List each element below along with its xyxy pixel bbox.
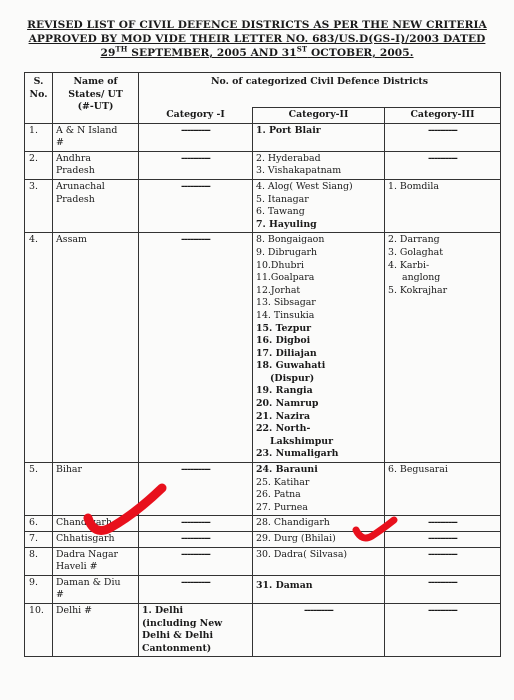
header-row <box>25 73 501 108</box>
row-sno: 2. <box>25 151 53 179</box>
cat3-cell: 1. Bomdila <box>385 179 501 232</box>
table-row <box>25 179 501 232</box>
heading-line-1: REVISED LIST OF CIVIL DEFENCE DISTRICTS AS PER THE NEW CRITERIA <box>27 19 487 31</box>
row-sno: 6. <box>25 516 53 532</box>
cat2-cell: 31. Daman <box>253 575 385 603</box>
row-sno: 9. <box>25 575 53 603</box>
cat3-cell: ---------- <box>385 516 501 532</box>
row-sno: 8. <box>25 547 53 575</box>
row-sno: 10. <box>25 603 53 656</box>
heading-line-3: 29TH SEPTEMBER, 2005 AND 31ST OCTOBER, 2005. <box>100 44 414 59</box>
cat1-header: Category -I <box>139 108 253 124</box>
cat3-cell: ---------- <box>385 151 501 179</box>
cat3-header: Category-III <box>385 108 501 124</box>
cat3-cell: ---------- <box>385 532 501 548</box>
cat2-header: Category-II <box>253 108 385 124</box>
cat2-cell: 28. Chandigarh <box>253 516 385 532</box>
col-group-header: No. of categorized Civil Defence Districts <box>139 73 501 108</box>
table-row <box>25 123 501 151</box>
cat3-cell: ---------- <box>385 547 501 575</box>
cat3-cell: ---------- <box>385 123 501 151</box>
cat2-cell: 29. Durg (Bhilai) <box>253 532 385 548</box>
row-state: Assam <box>53 233 139 463</box>
cat1-cell: ---------- <box>139 123 253 151</box>
row-state: Andhra Pradesh <box>53 151 139 179</box>
table-row <box>25 603 501 656</box>
cat2-cell: 8. Bongaigaon 9. Dibrugarh 10.Dhubri 11.Goalpara 12.Jorhat 13. Sibsagar 14. Tinsukia 15. Tezpur 16. Digboi 17. Diliajan 18. Guwahati (Dispur) 19. Rangia 20. Namrup 21. Nazira 22. North- Lakshimpur 23. Numaligarh <box>253 233 385 463</box>
cat1-cell: ---------- <box>139 516 253 532</box>
col-state-header: Name of States/ UT (#-UT) <box>53 73 139 124</box>
cat1-cell: ---------- <box>139 151 253 179</box>
districts-table <box>24 72 501 657</box>
cat2-cell: 30. Dadra( Silvasa) <box>253 547 385 575</box>
cat2-cell: 1. Port Blair <box>253 123 385 151</box>
cat2-cell: ---------- <box>253 603 385 656</box>
table-row <box>25 233 501 463</box>
cat1-cell: ---------- <box>139 233 253 463</box>
row-state: Bihar <box>53 463 139 516</box>
red-tick-mark-right <box>350 510 400 546</box>
table-row <box>25 151 501 179</box>
col-sno-header: S. No. <box>25 73 53 124</box>
cat1-cell: ---------- <box>139 463 253 516</box>
cat1-cell: ---------- <box>139 547 253 575</box>
cat1-cell: ---------- <box>139 179 253 232</box>
cat3-cell: 2. Darrang 3. Golaghat 4. Karbi- anglong 5. Kokrajhar <box>385 233 501 463</box>
row-sno: 1. <box>25 123 53 151</box>
cat2-cell: 24. Barauni 25. Katihar 26. Patna 27. Purnea <box>253 463 385 516</box>
row-sno: 5. <box>25 463 53 516</box>
table-row <box>25 575 501 603</box>
cat1-cell: ---------- <box>139 532 253 548</box>
row-sno: 4. <box>25 233 53 463</box>
cat3-cell: ---------- <box>385 575 501 603</box>
row-sno: 3. <box>25 179 53 232</box>
cat3-cell: ---------- <box>385 603 501 656</box>
cat2-cell: 2. Hyderabad 3. Vishakapatnam <box>253 151 385 179</box>
row-state: Arunachal Pradesh <box>53 179 139 232</box>
row-state: Daman & Diu # <box>53 575 139 603</box>
row-state: Chhatisgarh <box>53 532 139 548</box>
cat1-cell: ---------- <box>139 575 253 603</box>
row-sno: 7. <box>25 532 53 548</box>
row-state: Chandigarh # <box>53 516 139 532</box>
row-state: A & N Island # <box>53 123 139 151</box>
cat2-cell: 4. Alog( West Siang) 5. Itanagar 6. Tawang 7. Hayuling <box>253 179 385 232</box>
cat1-cell: 1. Delhi (including New Delhi & Delhi Cantonment) <box>139 603 253 656</box>
row-state: Delhi # <box>53 603 139 656</box>
document-heading <box>0 18 514 60</box>
table-row <box>25 547 501 575</box>
cat3-cell: 6. Begusarai <box>385 463 501 516</box>
red-tick-mark-left <box>80 478 170 538</box>
heading-line-2: APPROVED BY MOD VIDE THEIR LETTER NO. 683/US.D(GS-I)/2003 DATED <box>28 33 486 45</box>
row-state: Dadra Nagar Haveli # <box>53 547 139 575</box>
